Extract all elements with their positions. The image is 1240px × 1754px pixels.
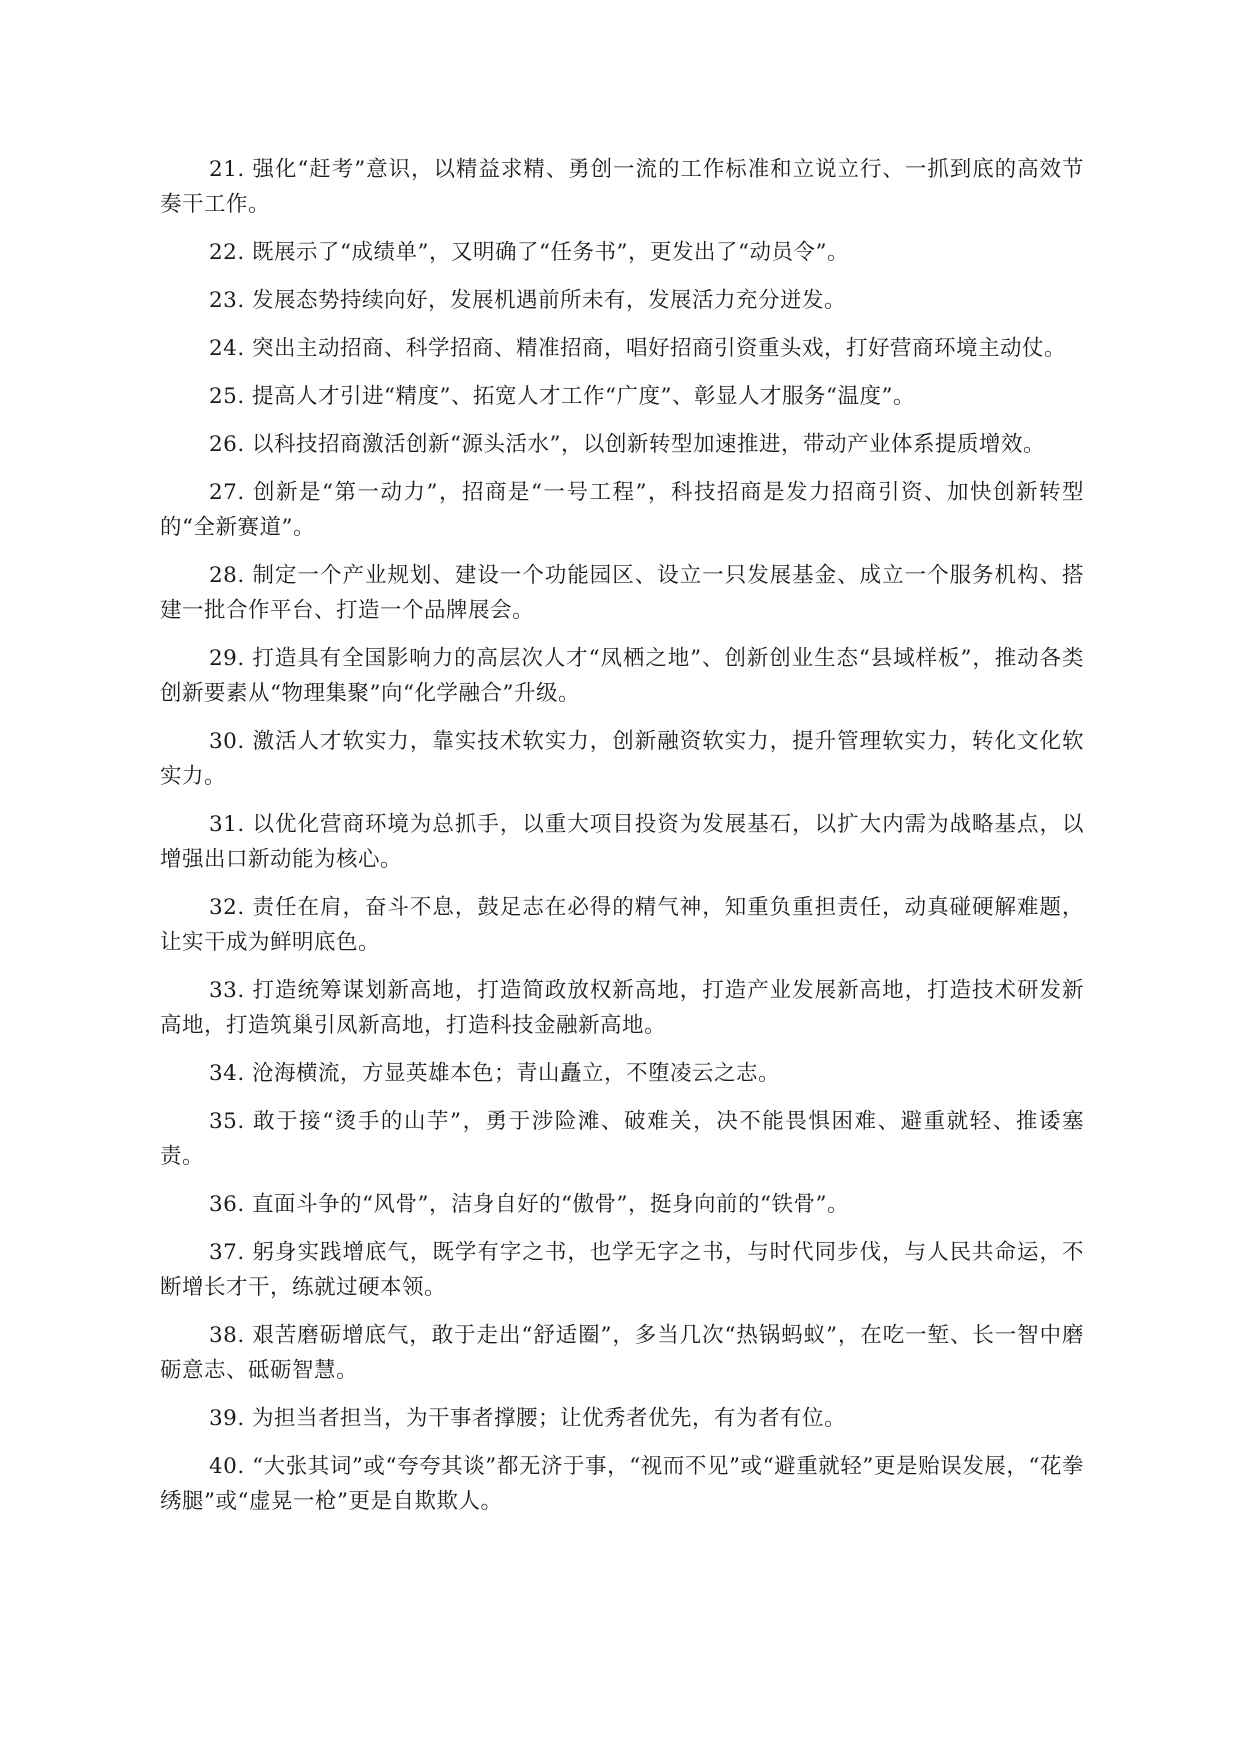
paragraph-32: 32. 责任在肩，奋斗不息，鼓足志在必得的精气神，知重负重担责任，动真碰硬解难题，让实干成为鲜明底色。 bbox=[160, 895, 1084, 955]
document-body bbox=[160, 152, 1084, 1532]
paragraph-29: 29. 打造具有全国影响力的高层次人才“凤栖之地”、创新创业生态“县域样板”，推动各类创新要素从“物理集聚”向“化学融合”升级。 bbox=[160, 646, 1084, 706]
paragraph-35: 35. 敢于接“烫手的山芋”，勇于涉险滩、破难关，决不能畏惧困难、避重就轻、推诿塞责。 bbox=[160, 1109, 1084, 1169]
paragraph-27: 27. 创新是“第一动力”，招商是“一号工程”，科技招商是发力招商引资、加快创新转型的“全新赛道”。 bbox=[160, 480, 1084, 540]
paragraph-40: 40. “大张其词”或“夸夸其谈”都无济于事，“视而不见”或“避重就轻”更是贻误发展，“花拳绣腿”或“虚晃一枪”更是自欺欺人。 bbox=[160, 1454, 1084, 1514]
paragraph-38: 38. 艰苦磨砺增底气，敢于走出“舒适圈”，多当几次“热锅蚂蚁”，在吃一堑、长一智中磨砺意志、砥砺智慧。 bbox=[160, 1323, 1084, 1383]
paragraph-24: 24. 突出主动招商、科学招商、精准招商，唱好招商引资重头戏，打好营商环境主动仗。 bbox=[209, 336, 1067, 361]
paragraph-28: 28. 制定一个产业规划、建设一个功能园区、设立一只发展基金、成立一个服务机构、搭建一批合作平台、打造一个品牌展会。 bbox=[160, 563, 1084, 623]
paragraph-22: 22. 既展示了“成绩单”，又明确了“任务书”，更发出了“动员令”。 bbox=[209, 240, 849, 265]
paragraph-36: 36. 直面斗争的“风骨”，洁身自好的“傲骨”，挺身向前的“铁骨”。 bbox=[209, 1192, 849, 1217]
paragraph-39: 39. 为担当者担当，为干事者撑腰；让优秀者优先，有为者有位。 bbox=[209, 1406, 847, 1431]
paragraph-30: 30. 激活人才软实力，靠实技术软实力，创新融资软实力，提升管理软实力，转化文化软实力。 bbox=[160, 729, 1084, 789]
paragraph-31: 31. 以优化营商环境为总抓手，以重大项目投资为发展基石，以扩大内需为战略基点，以增强出口新动能为核心。 bbox=[160, 812, 1084, 872]
paragraph-26: 26. 以科技招商激活创新“源头活水”，以创新转型加速推进，带动产业体系提质增效。 bbox=[209, 432, 1046, 457]
paragraph-21: 21. 强化“赶考”意识，以精益求精、勇创一流的工作标准和立说立行、一抓到底的高效节奏干工作。 bbox=[160, 157, 1084, 217]
paragraph-25: 25. 提高人才引进“精度”、拓宽人才工作“广度”、彰显人才服务“温度”。 bbox=[209, 384, 915, 409]
paragraph-23: 23. 发展态势持续向好，发展机遇前所未有，发展活力充分迸发。 bbox=[209, 288, 847, 313]
paragraph-33: 33. 打造统筹谋划新高地，打造简政放权新高地，打造产业发展新高地，打造技术研发新高地，打造筑巢引凤新高地，打造科技金融新高地。 bbox=[160, 978, 1084, 1038]
paragraph-37: 37. 躬身实践增底气，既学有字之书，也学无字之书，与时代同步伐，与人民共命运，不断增长才干，练就过硬本领。 bbox=[160, 1240, 1084, 1300]
paragraph-34: 34. 沧海横流，方显英雄本色；青山矗立，不堕凌云之志。 bbox=[209, 1061, 781, 1086]
